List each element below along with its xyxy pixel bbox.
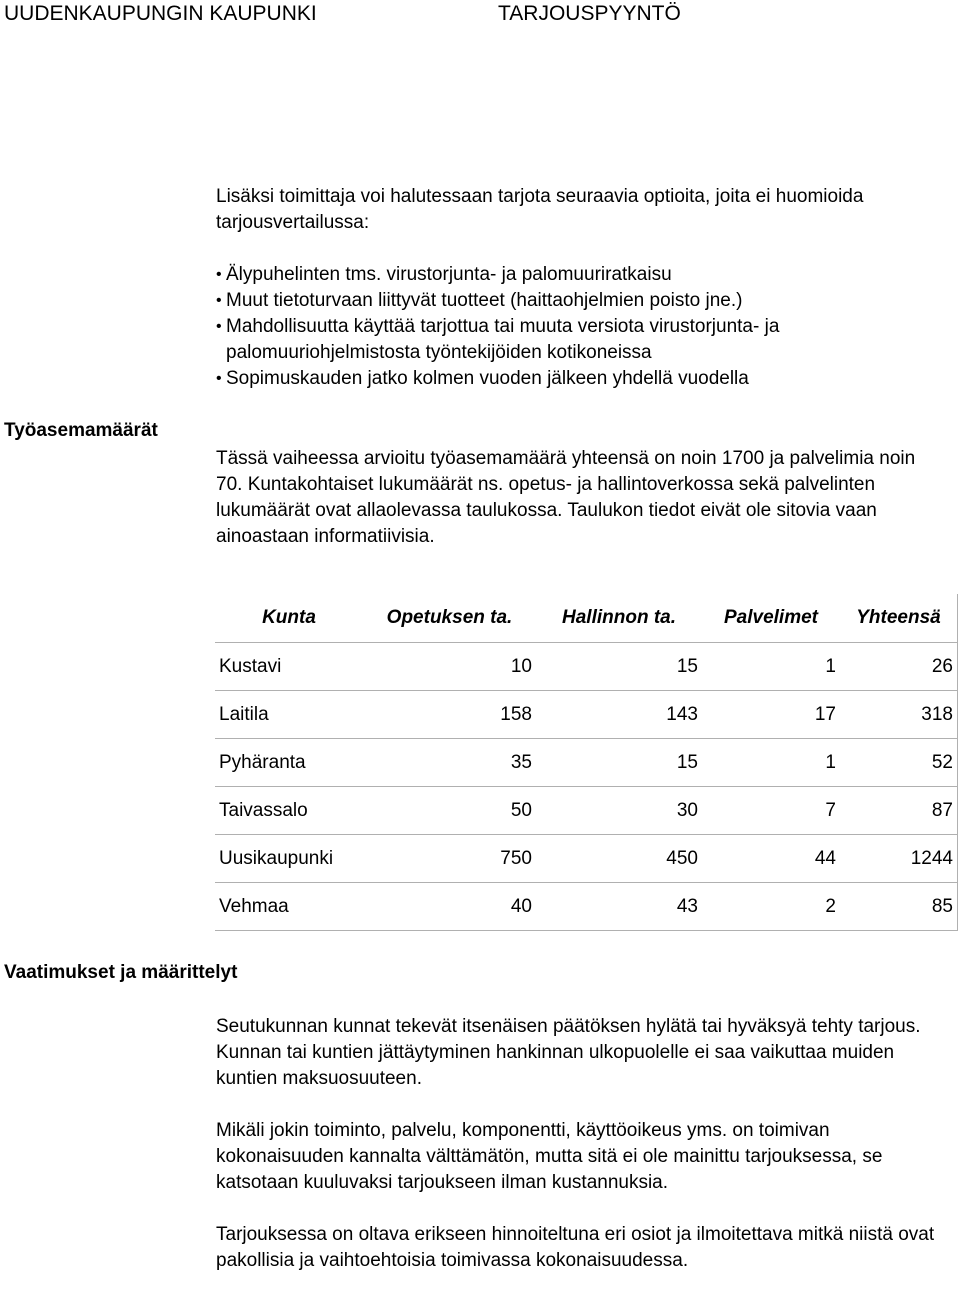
table-cell: Kustavi [215,643,363,691]
column-header: Yhteensä [840,594,958,643]
table-row [215,643,958,691]
table-cell: 143 [536,691,702,739]
table-cell: 26 [840,643,958,691]
table-cell: 750 [363,835,536,883]
section-heading-requirements: Vaatimukset ja määrittelyt [4,962,238,983]
table-cell: 450 [536,835,702,883]
table-row [215,691,958,739]
table-row [215,835,958,883]
table-cell: 17 [702,691,840,739]
table-cell: 15 [536,739,702,787]
table-row [215,883,958,931]
table-cell: 2 [702,883,840,931]
requirements-paragraph: Seutukunnan kunnat tekevät itsenäisen päätöksen hylätä tai hyväksyä tehty tarjous. Kunnan tai kuntien jättäytyminen hankinnan ulkopuolelle ei saa vaikuttaa muiden kuntien maksuosuuteen. [216,1016,921,1089]
table-row [215,787,958,835]
document-type: TARJOUSPYYNTÖ [498,2,681,25]
table-cell: 1244 [840,835,958,883]
table-cell: Vehmaa [215,883,363,931]
table-cell: 43 [536,883,702,931]
requirements-paragraph: Mikäli jokin toiminto, palvelu, komponentti, käyttöoikeus yms. on toimivan kokonaisuuden kannalta välttämätön, mutta sitä ei ole mainittu tarjouksessa, se katsotaan kuuluvaksi tarjoukseen ilman kustannuksia. [216,1120,883,1193]
table-cell: 52 [840,739,958,787]
table-cell: 87 [840,787,958,835]
list-item: • Muut tietoturvaan liittyvät tuotteet (haittaohjelmien poisto jne.) [216,288,906,314]
table-cell: 30 [536,787,702,835]
column-header: Hallinnon ta. [536,594,702,643]
table-cell: 44 [702,835,840,883]
table-header-row [215,594,958,643]
table-cell: 158 [363,691,536,739]
page-header [4,2,960,32]
table-cell: Pyhäranta [215,739,363,787]
workstations-paragraph: Tässä vaiheessa arvioitu työasemamäärä yhteensä on noin 1700 ja palvelimia noin 70. Kuntakohtaiset lukumäärät ns. opetus- ja hallintoverkossa sekä palvelinten lukumäärät ovat allaolevassa taulukossa. Taulukon tiedot eivät ole sitovia vaan ainoastaan informatiivisia. [216,448,916,547]
intro-paragraph: Lisäksi toimittaja voi halutessaan tarjota seuraavia optioita, joita ei huomioida tarjousvertailussa: [216,186,864,233]
table-cell: 40 [363,883,536,931]
table-cell: 7 [702,787,840,835]
list-item: • Sopimuskauden jatko kolmen vuoden jälkeen yhdellä vuodella [216,366,906,392]
table-cell: Taivassalo [215,787,363,835]
organization-name: UUDENKAUPUNGIN KAUPUNKI [4,2,317,25]
table-cell: Laitila [215,691,363,739]
list-item: • Mahdollisuutta käyttää tarjottua tai muuta versiota virustorjunta- ja palomuuriohjelmistosta työntekijöiden kotikoneissa [216,314,906,366]
table-cell: 50 [363,787,536,835]
table-cell: 10 [363,643,536,691]
workstation-table [215,594,958,931]
table-cell: 15 [536,643,702,691]
options-list [216,262,906,392]
table-cell: 1 [702,739,840,787]
table-cell: 35 [363,739,536,787]
table-cell: 318 [840,691,958,739]
table-cell: 85 [840,883,958,931]
column-header: Palvelimet [702,594,840,643]
list-item: • Älypuhelinten tms. virustorjunta- ja palomuuriratkaisu [216,262,906,288]
column-header: Opetuksen ta. [363,594,536,643]
column-header: Kunta [215,594,363,643]
requirements-paragraph: Tarjouksessa on oltava erikseen hinnoiteltuna eri osiot ja ilmoitettava mitkä niistä ovat pakollisia ja vaihtoehtoisia toimivassa kokonaisuudessa. [216,1224,935,1271]
table-cell: 1 [702,643,840,691]
table-cell: Uusikaupunki [215,835,363,883]
table-row [215,739,958,787]
section-heading-workstations: Työasemamäärät [4,420,158,441]
